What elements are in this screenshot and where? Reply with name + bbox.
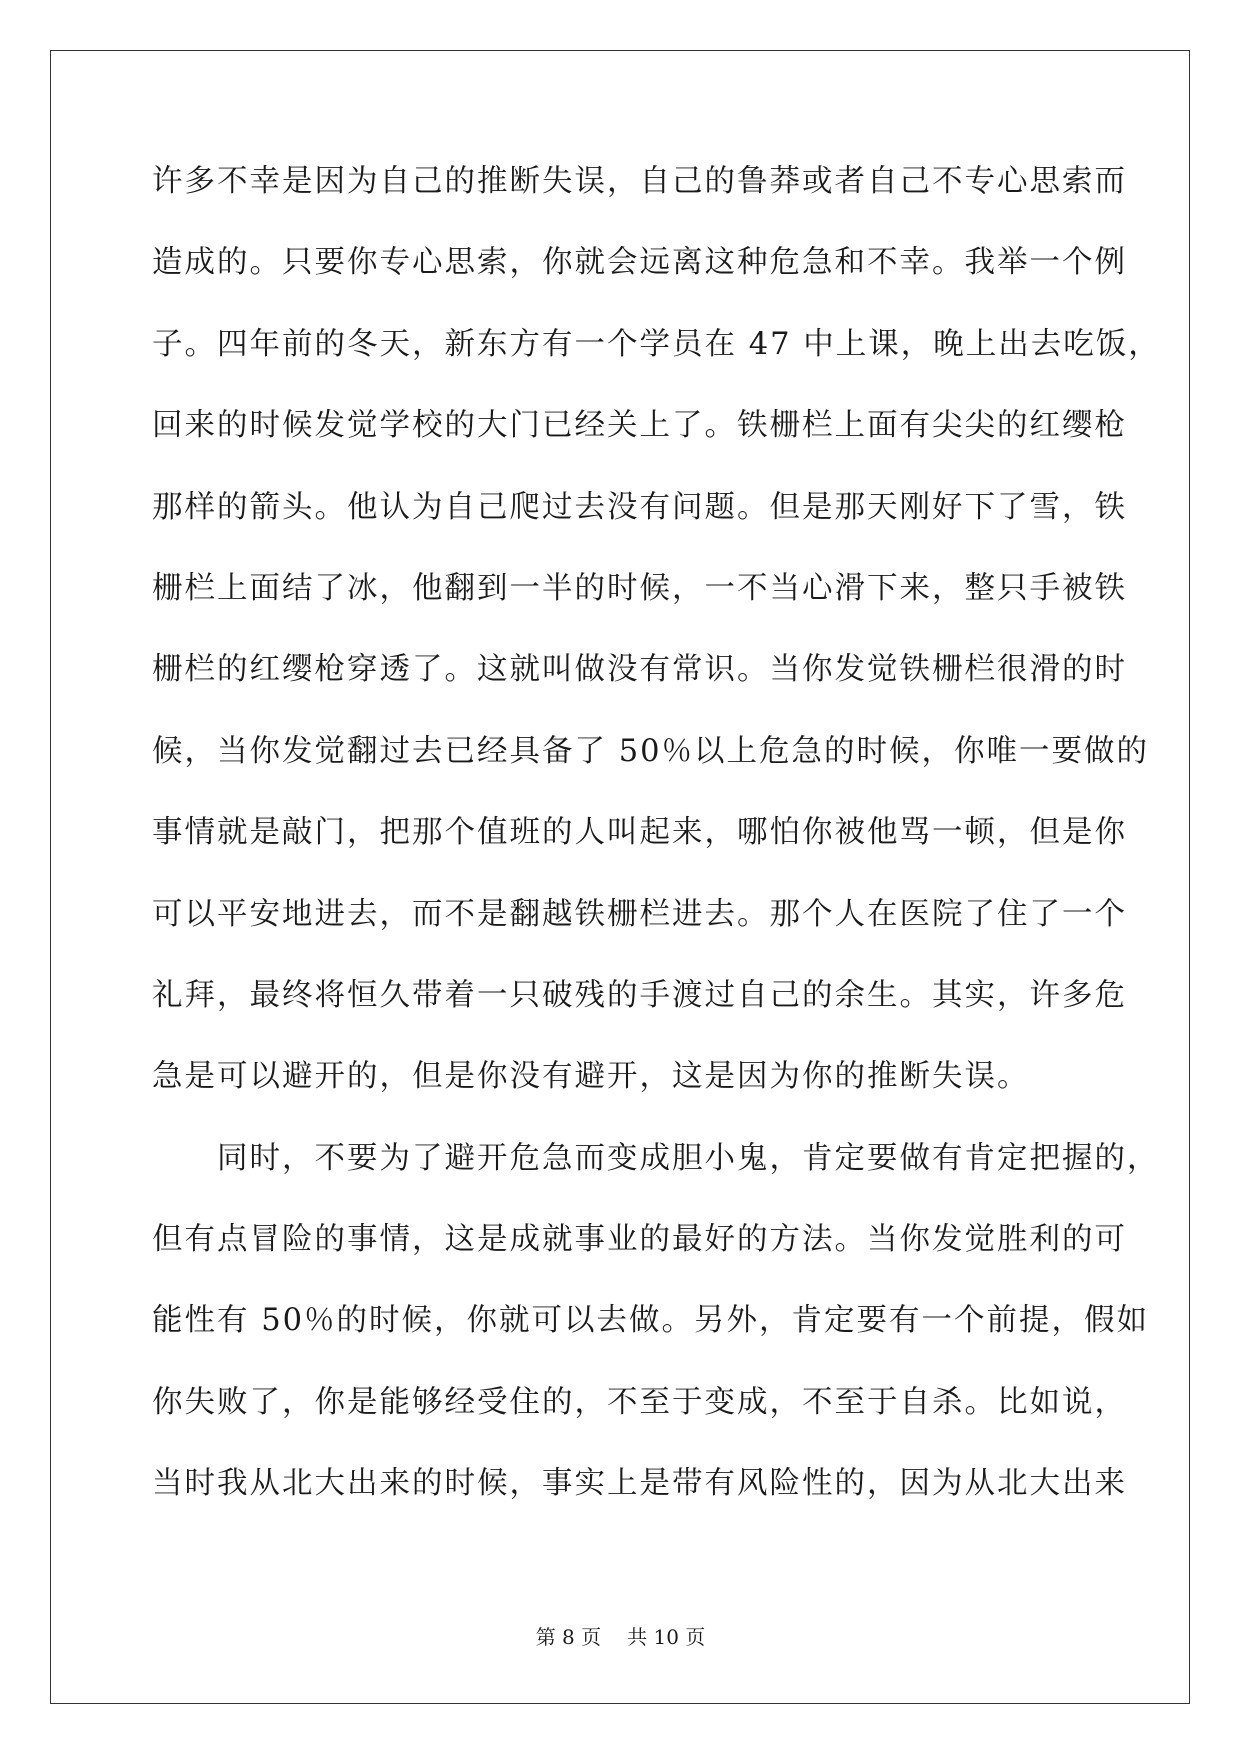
- text-line: 子。四年前的冬天，新东方有一个学员在 47 中上课，晚上出去吃饭，: [152, 326, 1161, 362]
- text-line: 候，当你发觉翻过去已经具备了 50％以上危急的时候，你唯一要做的: [152, 733, 1150, 769]
- text-line: 造成的。只要你专心思索，你就会远离这种危急和不幸。我举一个例: [152, 245, 1127, 281]
- text-line: 急是可以避开的，但是你没有避开，这是因为你的推断失误。: [152, 1059, 1030, 1095]
- text-line: 同时，不要为了避开危急而变成胆小鬼，肯定要做有肯定把握的，: [152, 1140, 1160, 1176]
- text-line: 那样的箭头。他认为自己爬过去没有问题。但是那天刚好下了雪，铁: [152, 489, 1127, 525]
- text-line: 礼拜，最终将恒久带着一只破残的手渡过自己的余生。其实，许多危: [152, 977, 1127, 1013]
- text-line: 栅栏的红缨枪穿透了。这就叫做没有常识。当你发觉铁栅栏很滑的时: [152, 652, 1127, 688]
- text-line: 回来的时候发觉学校的大门已经关上了。铁栅栏上面有尖尖的红缨枪: [152, 408, 1127, 444]
- text-line: 事情就是敲门，把那个值班的人叫起来，哪怕你被他骂一顿，但是你: [152, 815, 1127, 851]
- text-line: 许多不幸是因为自己的推断失误，自己的鲁莽或者自己不专心思索而: [152, 164, 1127, 199]
- page-footer: [0, 1624, 1241, 1650]
- text-line: 栅栏上面结了冰，他翻到一半的时候，一不当心滑下来，整只手被铁: [152, 570, 1127, 606]
- document-body: [152, 162, 1161, 1546]
- page-number: 第 8 页: [535, 1625, 602, 1649]
- text-line: 当时我从北大出来的时候，事实上是带有风险性的，因为从北大出来: [152, 1466, 1127, 1502]
- text-line: 你失败了，你是能够经受住的，不至于变成，不至于自杀。比如说，: [152, 1384, 1127, 1420]
- text-line: 能性有 50％的时候，你就可以去做。另外，肯定要有一个前提，假如: [152, 1303, 1150, 1339]
- text-line: 但有点冒险的事情，这是成就事业的最好的方法。当你发觉胜利的可: [152, 1222, 1127, 1258]
- page-total: 共 10 页: [627, 1625, 706, 1649]
- text-line: 可以平安地进去，而不是翻越铁栅栏进去。那个人在医院了住了一个: [152, 896, 1127, 932]
